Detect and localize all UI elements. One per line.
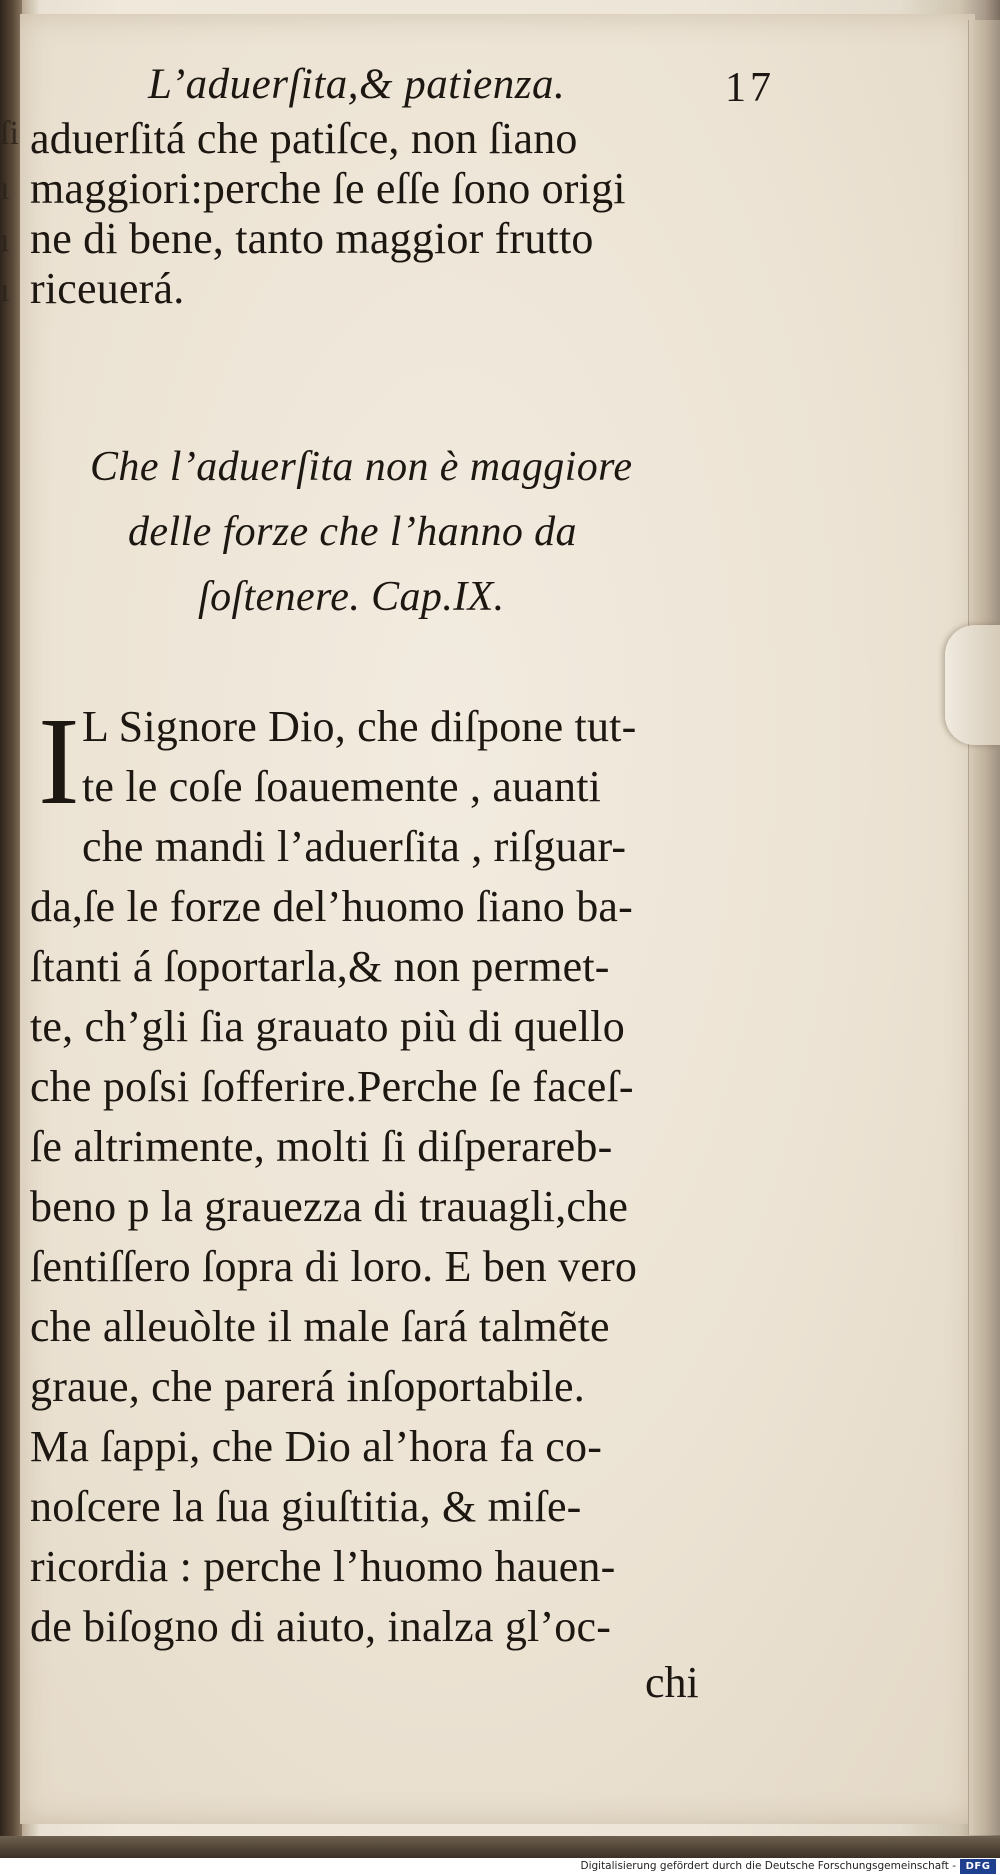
dfg-logo: DFG (960, 1859, 996, 1874)
text-line: che poſsi ſofferire.Perche ſe faceſ- (30, 1062, 634, 1111)
text-line: te le coſe ſoauemente , auanti (82, 762, 602, 811)
digitization-credit: Digitalisierung gefördert durch die Deutsche Forschungsgemeinschaft - (580, 1860, 956, 1872)
drop-cap-initial: I (38, 693, 80, 831)
margin-fragment: ı (0, 272, 10, 309)
text-line: che mandi l’aduerſita , riſguar- (82, 822, 627, 871)
text-line: aduerſitá che patiſce, non ſiano (30, 114, 578, 163)
margin-fragment: ı (0, 222, 10, 259)
text-line: che alleuòlte il male ſará talmẽte (30, 1302, 610, 1351)
text-line: ſe altrimente, molti ſi diſperareb- (30, 1122, 613, 1171)
chapter-heading-line: delle forze che l’hanno da (128, 509, 577, 555)
text-line: beno p la grauezza di trauagli,che (30, 1182, 629, 1231)
text-line: da,ſe le forze del’huomo ſiano ba- (30, 882, 633, 931)
catchword: chi (645, 1658, 699, 1707)
text-line: ne di bene, tanto maggior frutto (30, 214, 594, 263)
text-line: maggiori:perche ſe eſſe ſono origi (30, 164, 626, 213)
text-line: Ma ſappi, che Dio al’hora fa co- (30, 1422, 603, 1471)
text-line: ſentiſſero ſopra di loro. E ben vero (30, 1242, 638, 1291)
page-turn-tab[interactable] (945, 625, 1000, 745)
text-line: ricordia : perche l’huomo hauen- (30, 1542, 616, 1591)
text-line: L Signore Dio, che diſpone tut- (82, 702, 637, 751)
text-line: noſcere la ſua giuſtitia, & miſe- (30, 1482, 582, 1531)
chapter-heading-line: Che l’aduerſita non è maggiore (90, 444, 633, 490)
margin-fragment: ſi (0, 115, 19, 152)
text-line: riceuerá. (30, 264, 185, 313)
running-head-title: L’aduerſita,& patienza. (148, 61, 566, 108)
chapter-heading-line: ſoſtenere. Cap.IX. (198, 574, 505, 620)
page-fore-edge (968, 20, 1000, 1835)
margin-fragment: ı (0, 170, 10, 207)
text-line: graue, che parerá inſoportabile. (30, 1362, 585, 1411)
text-line: de biſogno di aiuto, inalza gl’oc- (30, 1602, 612, 1651)
text-line: te, ch’gli ſia grauato più di quello (30, 1002, 625, 1051)
text-line: ſtanti á ſoportarla,& non permet- (30, 942, 610, 991)
scan-bottom-edge (0, 1836, 1000, 1858)
page-number: 17 (725, 65, 775, 111)
